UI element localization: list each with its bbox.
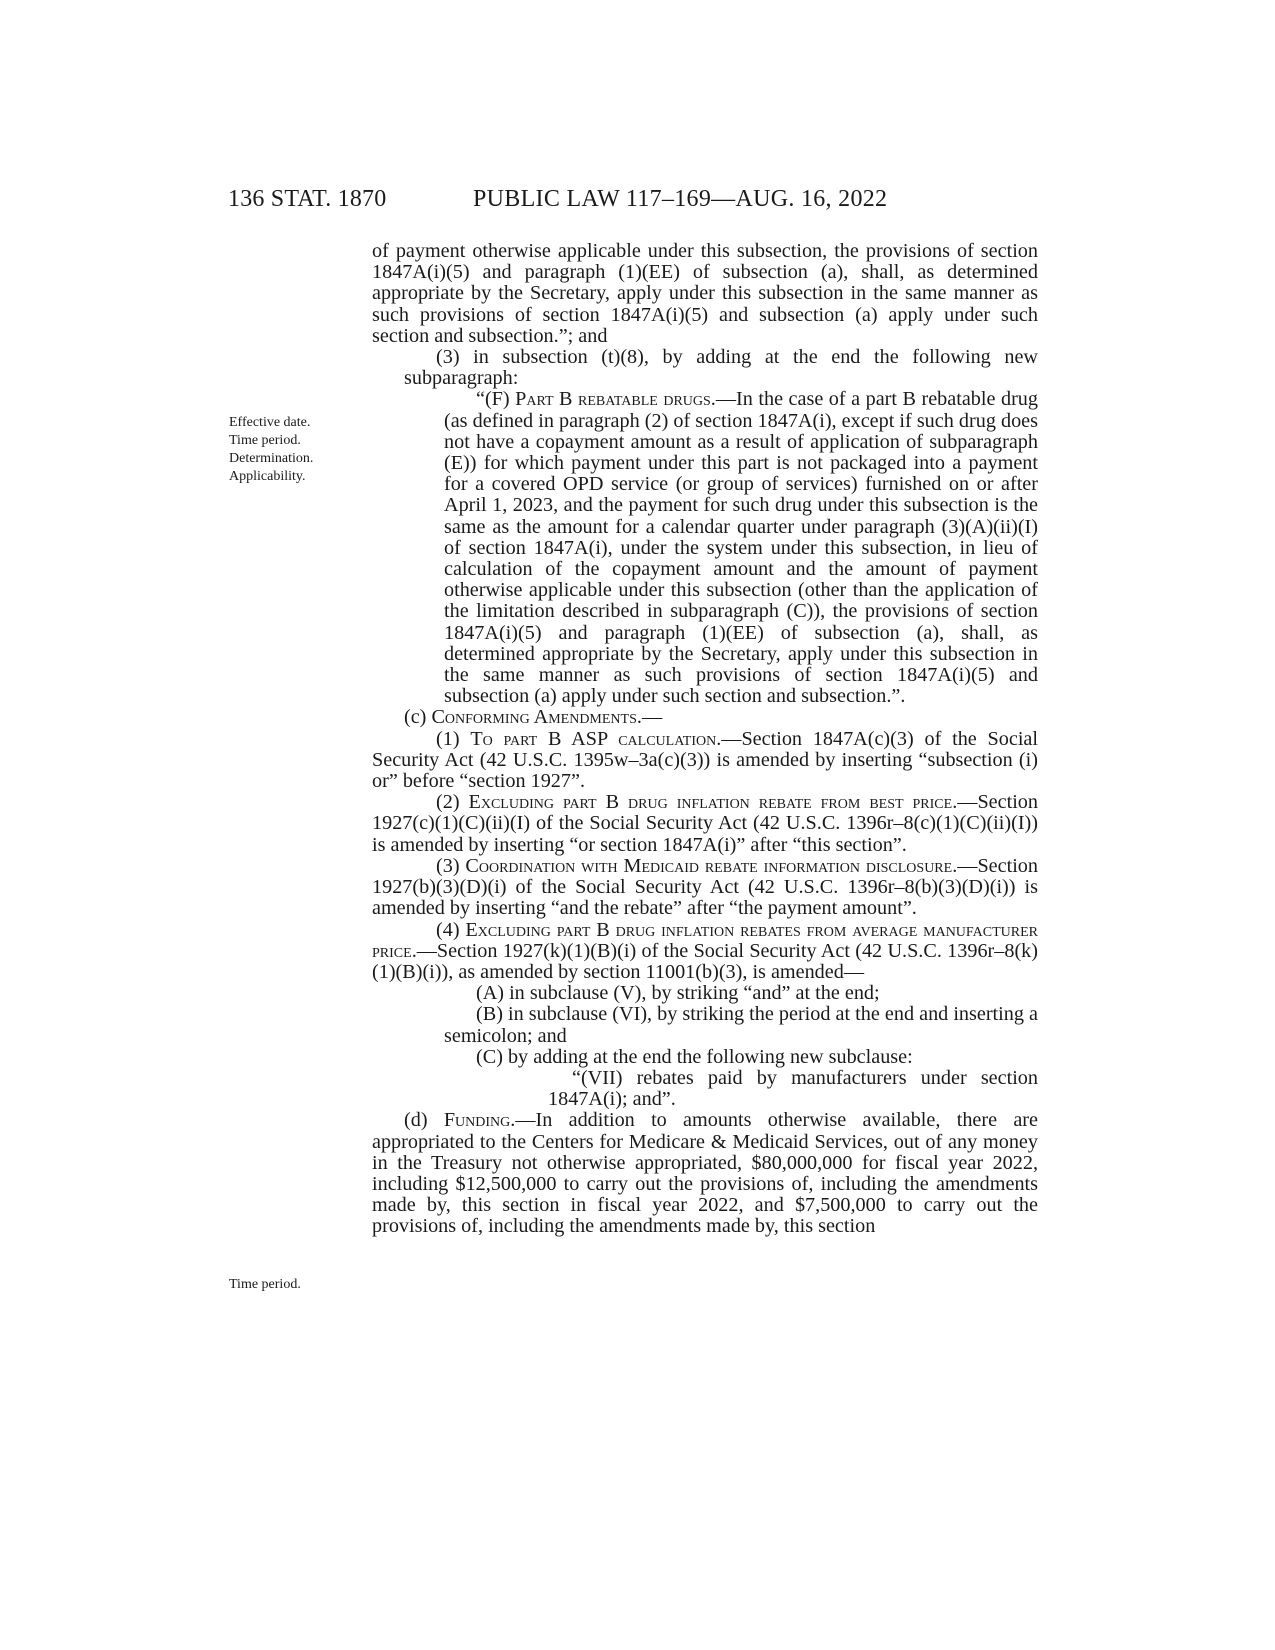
subsection-d-body: .—In addition to amounts otherwise available, there are appropriated to the Centers for Medicare & Medicaid Services, out of any money in the Treasury not otherwise appropriated, $80,000,000 for fiscal year 2022, including $12,500,000 to carry out the provisions of, including the amendments made by, this section in fiscal year 2022, and $7,500,000 to carry out the provisions of, including the amendments made by, this section [372,1109,1038,1238]
paragraph-c4-body: .—Section 1927(k)(1)(B)(i) of the Social Security Act (42 U.S.C. 1396r–8(k)(1)(B)(i)), as amended by section 11001(b)(3), is amended— [372,939,1038,983]
subparagraph-c: (C) by adding at the end the following new subclause: [476,1045,913,1068]
page-citation: 136 STAT. 1870 [228,186,387,212]
paragraph-c4 [372,920,1038,984]
paragraph-c2-heading: Excluding part B drug inflation rebate from best price [468,791,953,814]
paragraph-c1-heading: To part B ASP calculation [470,727,717,750]
subparagraph-b: (B) in subclause (VI), by striking the period at the end and inserting a semicolon; and [444,1003,1038,1047]
paragraph-c3-heading: Coordination with Medicaid rebate information disclosure [465,854,953,877]
subparagraph-f [372,389,1038,707]
paragraph-c2-body: .—Section 1927(c)(1)(C)(ii)(I) of the Social Security Act (42 U.S.C. 1396r–8(c)(1)(C)(ii)(I)) is amended by inserting “or section 1847A(i)” after “this section”. [372,791,1038,856]
paragraph-c1-body: .—Section 1847A(c)(3) of the Social Security Act (42 U.S.C. 1395w–3a(c)(3)) is amended by inserting “subsection (i) or” before “section 1927”. [372,727,1038,793]
paragraph-c4-lead: (4) [436,918,466,941]
subsection-c-title: Conforming Amendments [431,706,637,729]
paragraph-c2-lead: (2) [436,791,469,814]
paragraph-c1 [372,729,1038,793]
paragraph-c1-lead: (1) [436,727,471,750]
subparagraph-f-lead: “(F) [476,388,516,411]
subsection-d [372,1110,1038,1237]
paragraph-continuation: of payment otherwise applicable under this subsection, the provisions of section 1847A(i)(5) and paragraph (1)(EE) of subsection (a), shall, as determined appropriate by the Secretary, apply under this subsection in the same manner as such provisions of section 1847A(i)(5) and subsection (a) apply under such section and subsection.”; and [372,240,1038,347]
subclause-vii: “(VII) rebates paid by manufacturers under section 1847A(i); and”. [548,1066,1038,1111]
subsection-c-tail: .— [636,706,663,729]
paragraph-c4-heading: Excluding part B drug inflation rebates from average manufacturer price [372,918,1038,962]
statute-body [372,241,1038,1238]
paragraph-c3-lead: (3) [436,854,466,877]
margin-note-line: Determination. [229,451,314,466]
paragraph-c3 [372,856,1038,920]
margin-note-line: Effective date. [229,415,311,430]
subsection-d-heading: Funding [443,1109,511,1132]
paragraph-3: (3) in subsection (t)(8), by adding at the end the following new subparagraph: [404,346,1038,390]
margin-note-line: Time period. [229,433,301,448]
paragraph-c3-body: .—Section 1927(b)(3)(D)(i) of the Social Security Act (42 U.S.C. 1396r–8(b)(3)(D)(i)) is amended by inserting “and the rebate” after “the payment amount”. [372,854,1038,920]
running-title: PUBLIC LAW 117–169—AUG. 16, 2022 [473,186,888,212]
subparagraph-f-heading: Part B rebatable drugs [515,388,711,411]
margin-note-line: Time period. [229,1277,301,1292]
subsection-c-heading [372,707,1038,728]
paragraph-c2 [372,792,1038,856]
margin-note-time-period [229,1276,301,1294]
subsection-c-lead: (c) [404,706,432,729]
margin-note-effective-date [229,414,313,486]
page-header [228,186,1038,220]
subparagraph-f-body: .—In the case of a part B rebatable drug (as defined in paragraph (2) of section 1847A(i), except if such drug does not have a copayment amount as a result of application of subparagraph (E)) for which payment under this part is not packaged into a payment for a covered OPD service (or group of services) furnished on or after April 1, 2023, and the payment for such drug under this subsection is the same as the amount for a calendar quarter under paragraph (3)(A)(ii)(I) of section 1847A(i), under the system under this subsection, in lieu of calculation of the copayment amount and the amount of payment otherwise applicable under this subsection (other than the application of the limitation described in subparagraph (C)), the provisions of section 1847A(i)(5) and paragraph (1)(EE) of subsection (a), shall, as determined appropriate by the Secretary, apply under this subsection in the same manner as such provisions of section 1847A(i)(5) and subsection (a) apply under such section and subsection.”. [444,388,1038,708]
subsection-d-lead: (d) [404,1109,444,1132]
margin-note-line: Applicability. [229,469,306,484]
subparagraph-a: (A) in subclause (V), by striking “and” at the end; [476,982,880,1005]
